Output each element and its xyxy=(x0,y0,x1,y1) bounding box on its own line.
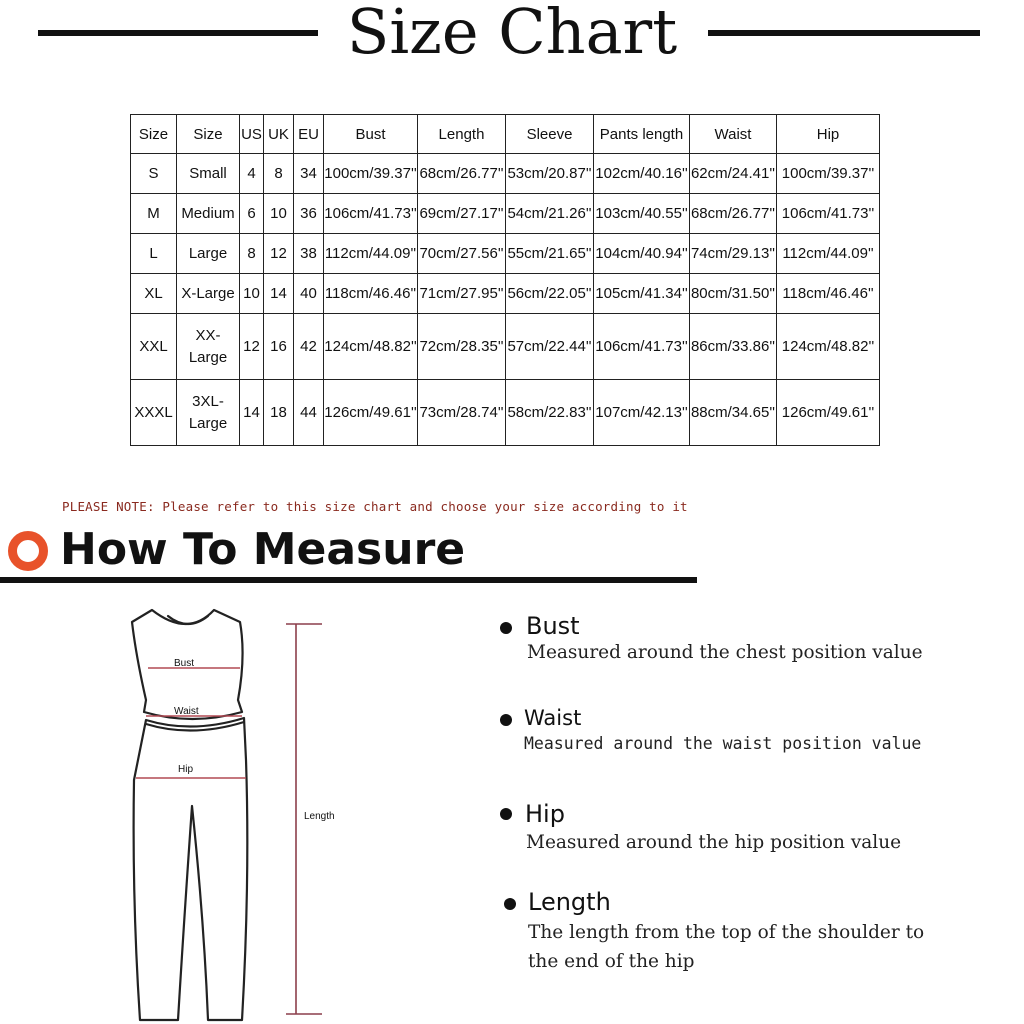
table-cell: 68cm/26.77'' xyxy=(690,194,777,234)
measure-label: Hip xyxy=(525,800,565,828)
table-cell: 118cm/46.46'' xyxy=(324,274,418,314)
header-cell: Bust xyxy=(324,115,418,154)
table-cell: 88cm/34.65'' xyxy=(690,380,777,446)
table-cell: 8 xyxy=(264,154,294,194)
table-cell: L xyxy=(131,234,177,274)
table-cell: 10 xyxy=(264,194,294,234)
title-rule-left xyxy=(38,30,318,36)
table-cell: 40 xyxy=(294,274,324,314)
table-row xyxy=(131,234,880,274)
figure-label-hip: Hip xyxy=(178,764,194,775)
table-cell: M xyxy=(131,194,177,234)
table-cell: 105cm/41.34'' xyxy=(594,274,690,314)
table-cell: Large xyxy=(177,234,240,274)
size-note: PLEASE NOTE: Please refer to this size chart and choose your size according to it xyxy=(62,499,688,514)
bullet-icon xyxy=(500,808,512,820)
table-header-row xyxy=(131,115,880,154)
size-chart-table xyxy=(130,114,880,446)
table-cell: 112cm/44.09'' xyxy=(324,234,418,274)
body-figure xyxy=(100,600,400,1024)
header-cell: US xyxy=(240,115,264,154)
table-cell: 14 xyxy=(264,274,294,314)
table-cell: 106cm/41.73'' xyxy=(324,194,418,234)
header-cell: Waist xyxy=(690,115,777,154)
table-row xyxy=(131,274,880,314)
table-cell: XXL xyxy=(131,314,177,380)
measure-desc: Measured around the hip position value xyxy=(526,832,902,853)
table-cell: Medium xyxy=(177,194,240,234)
table-cell: 86cm/33.86'' xyxy=(690,314,777,380)
measure-label: Waist xyxy=(524,706,582,730)
table-cell: 62cm/24.41'' xyxy=(690,154,777,194)
table-cell: 14 xyxy=(240,380,264,446)
table-cell: 80cm/31.50'' xyxy=(690,274,777,314)
table-cell: 8 xyxy=(240,234,264,274)
table-cell: 124cm/48.82'' xyxy=(777,314,880,380)
header-cell: UK xyxy=(264,115,294,154)
table-cell: 118cm/46.46'' xyxy=(777,274,880,314)
figure-label-bust: Bust xyxy=(174,658,195,669)
table-cell: 3XL-Large xyxy=(177,380,240,446)
measure-desc: Measured around the chest position value xyxy=(527,642,923,663)
table-cell: 71cm/27.95'' xyxy=(418,274,506,314)
table-cell: 102cm/40.16'' xyxy=(594,154,690,194)
table-cell: 4 xyxy=(240,154,264,194)
table-cell: 55cm/21.65'' xyxy=(506,234,594,274)
table-cell: 112cm/44.09'' xyxy=(777,234,880,274)
table-cell: XXXL xyxy=(131,380,177,446)
circle-icon xyxy=(8,531,48,571)
table-row xyxy=(131,194,880,234)
table-cell: 100cm/39.37'' xyxy=(777,154,880,194)
header-cell: Size xyxy=(131,115,177,154)
table-cell: 57cm/22.44'' xyxy=(506,314,594,380)
section-rule xyxy=(0,577,697,583)
table-cell: 70cm/27.56'' xyxy=(418,234,506,274)
bullet-icon xyxy=(500,622,512,634)
table-cell: 34 xyxy=(294,154,324,194)
table-cell: 106cm/41.73'' xyxy=(594,314,690,380)
measure-desc: The length from the top of the shoulder to xyxy=(528,922,925,943)
page-title: Size Chart xyxy=(346,0,678,68)
table-cell: 103cm/40.55'' xyxy=(594,194,690,234)
bullet-icon xyxy=(500,714,512,726)
table-row xyxy=(131,380,880,446)
table-cell: X-Large xyxy=(177,274,240,314)
section-title: How To Measure xyxy=(60,524,466,575)
title-rule-right xyxy=(708,30,980,36)
table-cell: 124cm/48.82'' xyxy=(324,314,418,380)
measure-desc: the end of the hip xyxy=(528,951,695,972)
table-row xyxy=(131,314,880,380)
header-cell: Pants length xyxy=(594,115,690,154)
how-to-measure-heading xyxy=(0,520,700,586)
table-cell: XL xyxy=(131,274,177,314)
table-cell: 107cm/42.13'' xyxy=(594,380,690,446)
table-cell: 73cm/28.74'' xyxy=(418,380,506,446)
table-cell: 12 xyxy=(264,234,294,274)
title-row xyxy=(0,0,1024,70)
header-cell: EU xyxy=(294,115,324,154)
table-cell: 16 xyxy=(264,314,294,380)
header-cell: Size xyxy=(177,115,240,154)
measure-label: Length xyxy=(528,888,611,916)
table-cell: 10 xyxy=(240,274,264,314)
header-cell: Length xyxy=(418,115,506,154)
table-cell: 104cm/40.94'' xyxy=(594,234,690,274)
bullet-icon xyxy=(504,898,516,910)
table-cell: 74cm/29.13'' xyxy=(690,234,777,274)
table-cell: 6 xyxy=(240,194,264,234)
header-cell: Sleeve xyxy=(506,115,594,154)
measure-desc: Measured around the waist position value xyxy=(524,734,922,753)
table-cell: 58cm/22.83'' xyxy=(506,380,594,446)
table-cell: XX-Large xyxy=(177,314,240,380)
table-cell: 12 xyxy=(240,314,264,380)
table-cell: 126cm/49.61'' xyxy=(324,380,418,446)
table-cell: Small xyxy=(177,154,240,194)
table-cell: 100cm/39.37'' xyxy=(324,154,418,194)
table-cell: 38 xyxy=(294,234,324,274)
table-cell: 53cm/20.87'' xyxy=(506,154,594,194)
table-cell: 44 xyxy=(294,380,324,446)
table-cell: S xyxy=(131,154,177,194)
table-cell: 42 xyxy=(294,314,324,380)
table-cell: 126cm/49.61'' xyxy=(777,380,880,446)
measure-label: Bust xyxy=(526,612,580,640)
table-cell: 68cm/26.77'' xyxy=(418,154,506,194)
table-cell: 54cm/21.26'' xyxy=(506,194,594,234)
table-cell: 18 xyxy=(264,380,294,446)
figure-label-waist: Waist xyxy=(174,706,199,717)
table-cell: 106cm/41.73'' xyxy=(777,194,880,234)
table-cell: 69cm/27.17'' xyxy=(418,194,506,234)
table-cell: 72cm/28.35'' xyxy=(418,314,506,380)
table-cell: 56cm/22.05'' xyxy=(506,274,594,314)
table-cell: 36 xyxy=(294,194,324,234)
table-row xyxy=(131,154,880,194)
figure-label-length: Length xyxy=(304,811,335,822)
header-cell: Hip xyxy=(777,115,880,154)
